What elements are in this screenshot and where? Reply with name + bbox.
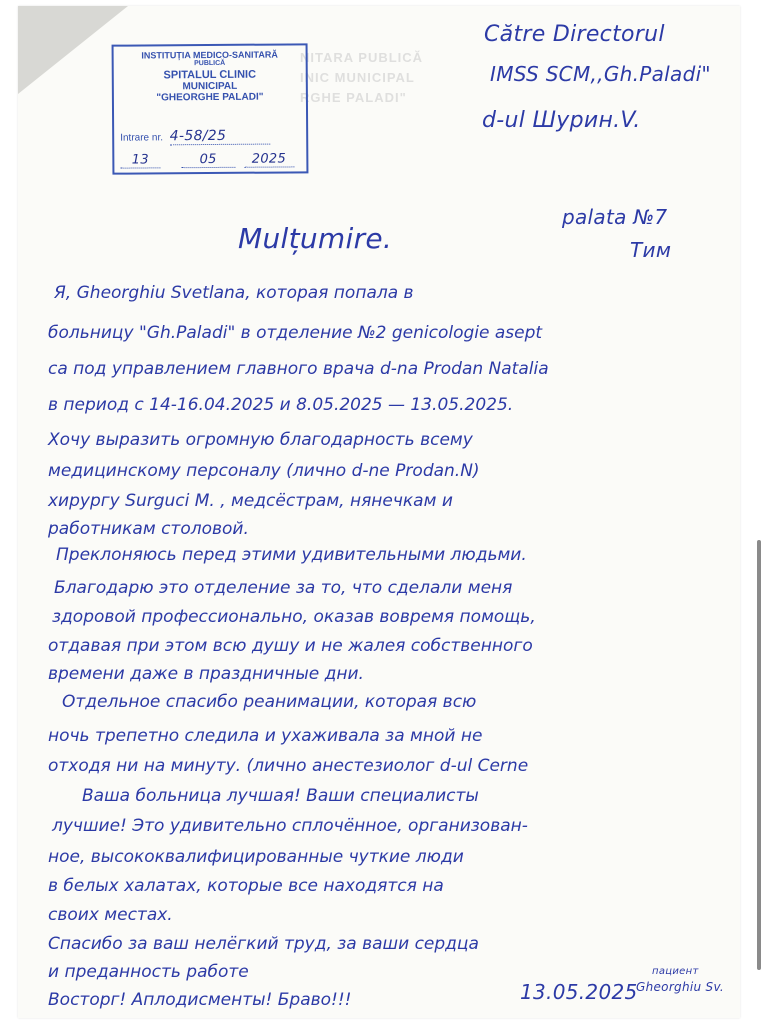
- addressee-line: IMSS SCM,,Gh.Paladi": [490, 62, 711, 86]
- stamp-entry-number: 4-58/25: [169, 127, 227, 145]
- letter-body-line: и преданность работе: [48, 962, 249, 982]
- ghost-text: NITARA PUBLICĂ: [300, 50, 424, 65]
- ghost-text: RGHE PALADI": [300, 90, 407, 105]
- letter-body-line: отдавая при этом всю душу и не жалея собственного: [48, 636, 533, 656]
- signer-role: пациент: [652, 966, 699, 977]
- letter-body-line: ное, высококвалифицированные чуткие люди: [48, 847, 464, 867]
- letter-body-line: работникам столовой.: [48, 519, 249, 539]
- letter-body-line: Отдельное спасибо реанимации, которая всю: [62, 692, 477, 712]
- letter-body-line: Хочу выразить огромную благодарность всему: [48, 430, 473, 450]
- stamp-date-row: [120, 151, 300, 168]
- letter-body-line: больницу "Gh.Paladi" в отделение №2 genicologie asept: [48, 323, 543, 343]
- letter-body-line: Преклоняюсь перед этими удивительными людьми.: [56, 545, 527, 565]
- stamp-org-line: INSTITUȚIA MEDICO-SANITARĂ: [141, 49, 278, 61]
- ghost-text: INIC MUNICIPAL: [300, 70, 415, 85]
- stamp-date-month: 05: [199, 151, 217, 168]
- letter-body-line: хирургу Surguci M. , медсёстрам, нянечкам и: [48, 491, 453, 511]
- addressee-line: d-ul Шурин.V.: [482, 108, 641, 133]
- stamp-org-line: "GHEORGHE PALADI": [156, 91, 264, 104]
- letter-body-line: своих местах.: [48, 905, 173, 925]
- letter-body-line: в период с 14-16.04.2025 и 8.05.2025 — 13.05.2025.: [48, 395, 514, 415]
- letter-body-line: Благодарю это отделение за то, что сделали меня: [54, 578, 513, 598]
- ward-label: palata №7: [562, 205, 668, 229]
- letter-body-line: Ваша больница лучшая! Ваши специалисты: [82, 786, 479, 806]
- letter-body-line: Восторг! Аплодисменты! Браво!!!: [48, 990, 352, 1010]
- letter-body-line: лучшие! Это удивительно сплочённое, организован-: [52, 816, 528, 836]
- letter-body-line: Спасибо за ваш нелёгкий труд, за ваши сердца: [48, 934, 479, 954]
- letter-body-line: са под управлением главного врача d-na Prodan Natalia: [48, 359, 549, 379]
- letter-body-line: Я, Gheorghiu Svetlana, которая попала в: [54, 283, 414, 303]
- stamp-entry-label: Intrare nr.: [120, 132, 164, 144]
- stamp-entry-row: [120, 128, 270, 146]
- letter-body-line: здоровой профессионально, оказав вовремя помощь,: [52, 607, 536, 627]
- letter-title: Mulțumire.: [238, 222, 393, 255]
- letter-date: 13.05.2025: [520, 980, 638, 1004]
- ward-signature: Тим: [630, 238, 672, 262]
- registration-stamp: [112, 43, 309, 174]
- letter-body-line: в белых халатах, которые все находятся на: [48, 876, 444, 896]
- stamp-date-year: 2025: [251, 151, 287, 167]
- letter-body-line: отходя ни на минуту. (лично анестезиолог d-ul Cerne: [48, 756, 529, 776]
- addressee-line: Către Directorul: [484, 22, 665, 47]
- letter-body-line: медицинскому персоналу (лично d-ne Prodan.N): [48, 461, 480, 481]
- signer-name: Gheorghiu Sv.: [636, 980, 724, 994]
- stamp-org-line: SPITALUL CLINIC: [163, 68, 257, 82]
- scrollbar[interactable]: [757, 540, 761, 970]
- stamp-org-line: MUNICIPAL: [182, 80, 238, 93]
- stamp-date-day: 13: [131, 152, 149, 168]
- stamp-org-line: PUBLICĂ: [194, 59, 226, 68]
- letter-body-line: ночь трепетно следила и ухаживала за мной не: [48, 726, 483, 746]
- letter-body-line: времени даже в праздничные дни.: [48, 664, 364, 684]
